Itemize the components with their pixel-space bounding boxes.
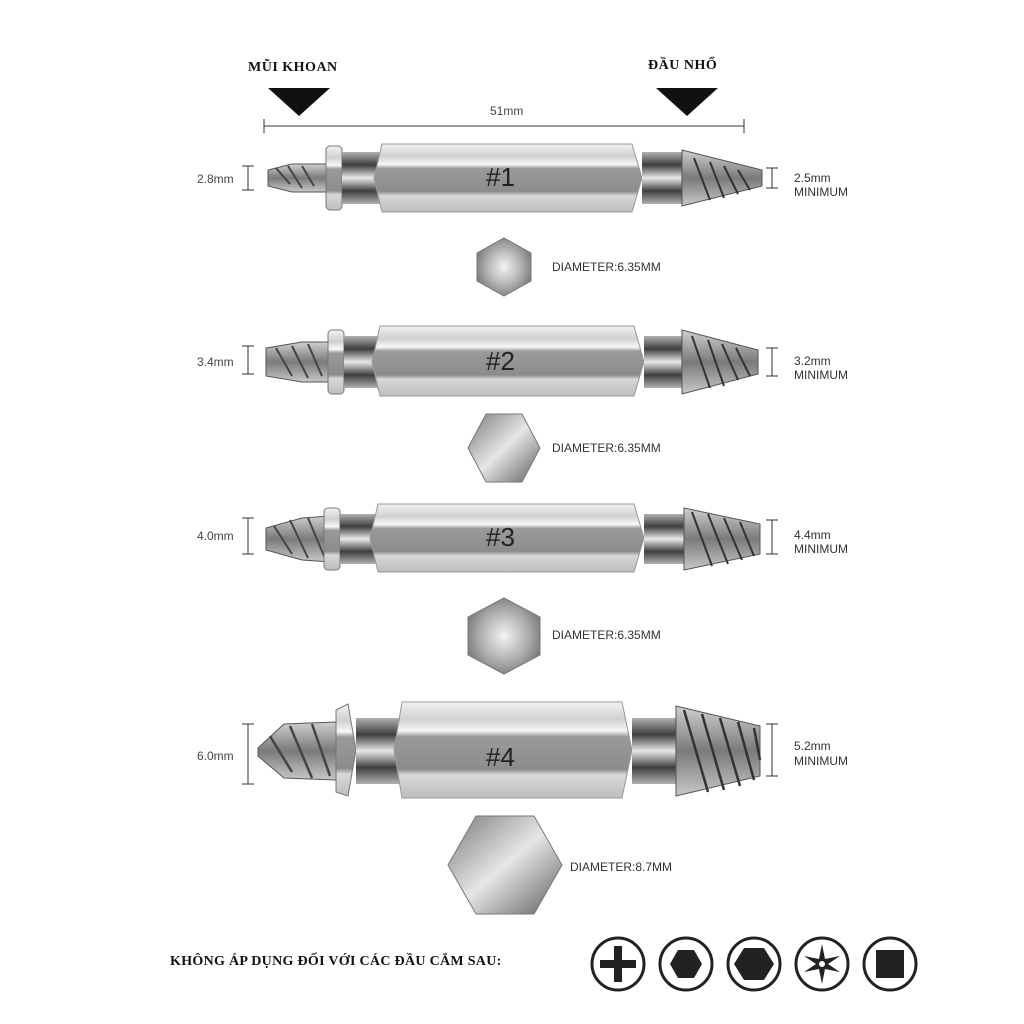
bit-3-extractor-note: MINIMUM [794, 542, 848, 556]
bit-3-number: #3 [486, 522, 515, 552]
bit-3-hex-cross-section [464, 596, 544, 676]
bit-4-extractor-note: MINIMUM [794, 754, 848, 768]
torx-star-icon [792, 934, 852, 994]
bit-3-drill-size: 4.0mm [197, 529, 234, 543]
not-applicable-note: KHÔNG ÁP DỤNG ĐỐI VỚI CÁC ĐẦU CẮM SAU: [170, 954, 502, 969]
bit-4-extractor-dim-bracket [764, 722, 780, 778]
bit-1-extractor-dim-bracket [764, 166, 780, 190]
bit-2-extractor-note: MINIMUM [794, 368, 848, 382]
bit-1-drill-size: 2.8mm [197, 172, 234, 186]
extractor-end-label: ĐẦU NHỔ [648, 58, 718, 73]
bit-1-extractor-size: 2.5mm [794, 171, 831, 185]
length-label: 51mm [490, 104, 524, 118]
bit-3-diameter: DIAMETER:6.35MM [552, 628, 661, 642]
bit-2-number: #2 [486, 346, 515, 376]
bit-4-number: #4 [486, 742, 515, 772]
bit-1-diameter: DIAMETER:6.35MM [552, 260, 661, 274]
length-dimension-line [258, 116, 750, 136]
hex-head-icon [724, 934, 784, 994]
bit-1-extractor-note: MINIMUM [794, 185, 848, 199]
bit-2-hex-cross-section [466, 410, 542, 486]
bit-2-extractor-size: 3.2mm [794, 354, 831, 368]
bit-1-number: #1 [486, 162, 515, 192]
bit-1-hex-cross-section [474, 236, 534, 298]
bit-2-drill-dim-bracket [240, 344, 256, 376]
bit-2-diameter: DIAMETER:6.35MM [552, 441, 661, 455]
bit-4-hex-cross-section [446, 812, 564, 918]
bit-4-drill-dim-bracket [240, 722, 256, 786]
extractor-end-arrow-icon [654, 86, 720, 118]
drill-end-label: MŨI KHOAN [248, 60, 338, 75]
bit-3-extractor-size: 4.4mm [794, 528, 831, 542]
bit-2-drill-size: 3.4mm [197, 355, 234, 369]
hex-socket-icon [656, 934, 716, 994]
drill-end-arrow-icon [266, 86, 332, 118]
square-drive-icon [860, 934, 920, 994]
bit-3-extractor-dim-bracket [764, 518, 780, 556]
bit-2-extractor-dim-bracket [764, 346, 780, 378]
bit-4-diameter: DIAMETER:8.7MM [570, 860, 673, 874]
phillips-screw-icon [588, 934, 648, 994]
bit-4-drill-size: 6.0mm [197, 749, 234, 763]
bit-1-drill-dim-bracket [240, 164, 256, 192]
bit-3-drill-dim-bracket [240, 516, 256, 556]
bit-4-extractor-size: 5.2mm [794, 739, 831, 753]
